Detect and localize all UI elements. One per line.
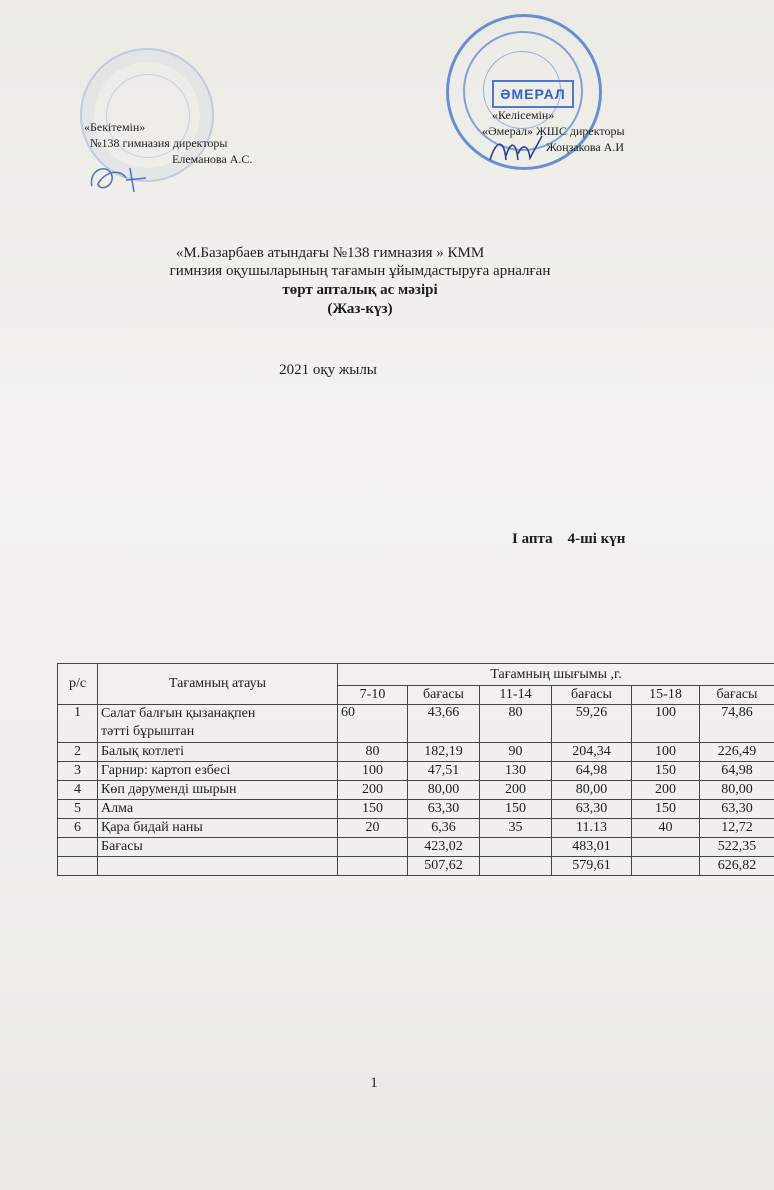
cell-qty-7-10: 100: [338, 762, 408, 781]
row-num: 5: [58, 800, 98, 819]
approve-right-line1: «Келісемін»: [492, 108, 555, 122]
table-row: [58, 743, 774, 762]
row-name: Көп дәруменді шырын: [98, 781, 338, 800]
cell-qty-7-10: 60: [338, 705, 408, 743]
total2-price-3: 626,82: [700, 857, 774, 876]
approve-left-line2: №138 гимназия директоры: [90, 136, 228, 150]
cell-qty-7-10: 150: [338, 800, 408, 819]
total2-empty-num: [58, 857, 98, 876]
title-line3: төрт апталық ас мәзірі: [282, 282, 438, 298]
table-row: [58, 800, 774, 819]
total-row-2: [58, 857, 774, 876]
cell-qty-15-18: 150: [632, 800, 700, 819]
cell-price-1: 43,66: [408, 705, 480, 743]
title-line1: «М.Базарбаев атындағы №138 гимназия » КММ: [175, 245, 485, 261]
row-name: Алма: [98, 800, 338, 819]
cell-price-1: 182,19: [408, 743, 480, 762]
cell-price-2: 64,98: [552, 762, 632, 781]
cell-qty-15-18: 100: [632, 705, 700, 743]
row-name: Қара бидай наны: [98, 819, 338, 838]
week-day-label: І апта 4-ші күн: [512, 531, 626, 547]
table-row: [58, 819, 774, 838]
cell-qty-15-18: 100: [632, 743, 700, 762]
total-price-2: 483,01: [552, 838, 632, 857]
cell-price-3: 12,72: [700, 819, 774, 838]
approve-right-line2: «Әмерал» ЖШС директоры: [482, 124, 625, 138]
approve-left-line1: «Бекітемін»: [84, 120, 146, 134]
cell-qty-15-18: 200: [632, 781, 700, 800]
cell-qty-15-18: 40: [632, 819, 700, 838]
row-name: Балық котлеті: [98, 743, 338, 762]
menu-table: [57, 663, 774, 876]
cell-price-1: 6,36: [408, 819, 480, 838]
cell-price-1: 63,30: [408, 800, 480, 819]
total-price-1: 423,02: [408, 838, 480, 857]
cell-qty-11-14: 130: [480, 762, 552, 781]
row-num: 2: [58, 743, 98, 762]
academic-year: 2021 оқу жылы: [279, 362, 377, 378]
table-row: [58, 781, 774, 800]
cell-qty-11-14: 35: [480, 819, 552, 838]
subheader-price-1: бағасы: [408, 686, 480, 705]
subheader-age-11-14: 11-14: [480, 686, 552, 705]
subheader-age-15-18: 15-18: [632, 686, 700, 705]
title-line2: гимнзия оқушыларының тағамын ұйымдастыруға арналған: [169, 263, 551, 279]
total-empty: [480, 838, 552, 857]
total2-price-1: 507,62: [408, 857, 480, 876]
total2-empty: [338, 857, 408, 876]
subheader-age-7-10: 7-10: [338, 686, 408, 705]
header-output: Тағамның шығымы ,г.: [338, 664, 774, 686]
table-row: [58, 705, 774, 743]
total-label: Бағасы: [98, 838, 338, 857]
subheader-price-3: бағасы: [700, 686, 774, 705]
row-num: 4: [58, 781, 98, 800]
cell-price-3: 226,49: [700, 743, 774, 762]
cell-price-2: 59,26: [552, 705, 632, 743]
subheader-price-2: бағасы: [552, 686, 632, 705]
row-name: Гарнир: картоп езбесі: [98, 762, 338, 781]
row-name-line2: тәтті бұрыштан: [101, 724, 195, 739]
cell-price-3: 74,86: [700, 705, 774, 743]
cell-price-1: 47,51: [408, 762, 480, 781]
total-empty-num: [58, 838, 98, 857]
cell-qty-7-10: 200: [338, 781, 408, 800]
approve-left-line3: Елеманова А.С.: [172, 152, 253, 166]
cell-qty-7-10: 80: [338, 743, 408, 762]
table-row: [58, 762, 774, 781]
total-empty: [338, 838, 408, 857]
total2-empty: [632, 857, 700, 876]
header-name: Тағамның атауы: [98, 664, 338, 705]
cell-qty-7-10: 20: [338, 819, 408, 838]
total2-price-2: 579,61: [552, 857, 632, 876]
cell-qty-11-14: 150: [480, 800, 552, 819]
cell-qty-15-18: 150: [632, 762, 700, 781]
row-name: [98, 705, 338, 743]
page-number: 1: [370, 1075, 378, 1091]
header-num: р/с: [58, 664, 98, 705]
cell-qty-11-14: 80: [480, 705, 552, 743]
cell-price-1: 80,00: [408, 781, 480, 800]
total-row: [58, 838, 774, 857]
cell-price-3: 64,98: [700, 762, 774, 781]
cell-price-3: 63,30: [700, 800, 774, 819]
cell-price-2: 11.13: [552, 819, 632, 838]
row-name-line1: Салат балғын қызанақпен: [101, 706, 256, 721]
approve-right-line3: Жоңзакова А.И: [546, 140, 625, 154]
total2-empty-name: [98, 857, 338, 876]
row-num: 1: [58, 705, 98, 743]
cell-price-3: 80,00: [700, 781, 774, 800]
signature-right: [486, 130, 546, 170]
total-empty: [632, 838, 700, 857]
title-line4: (Жаз-күз): [327, 301, 393, 317]
cell-price-2: 204,34: [552, 743, 632, 762]
cell-qty-11-14: 90: [480, 743, 552, 762]
cell-price-2: 80,00: [552, 781, 632, 800]
row-num: 3: [58, 762, 98, 781]
seal-company-name: ӘМЕРАЛ: [492, 80, 574, 108]
signature-left: [86, 158, 156, 198]
cell-qty-11-14: 200: [480, 781, 552, 800]
total2-empty: [480, 857, 552, 876]
total-price-3: 522,35: [700, 838, 774, 857]
cell-price-2: 63,30: [552, 800, 632, 819]
row-num: 6: [58, 819, 98, 838]
